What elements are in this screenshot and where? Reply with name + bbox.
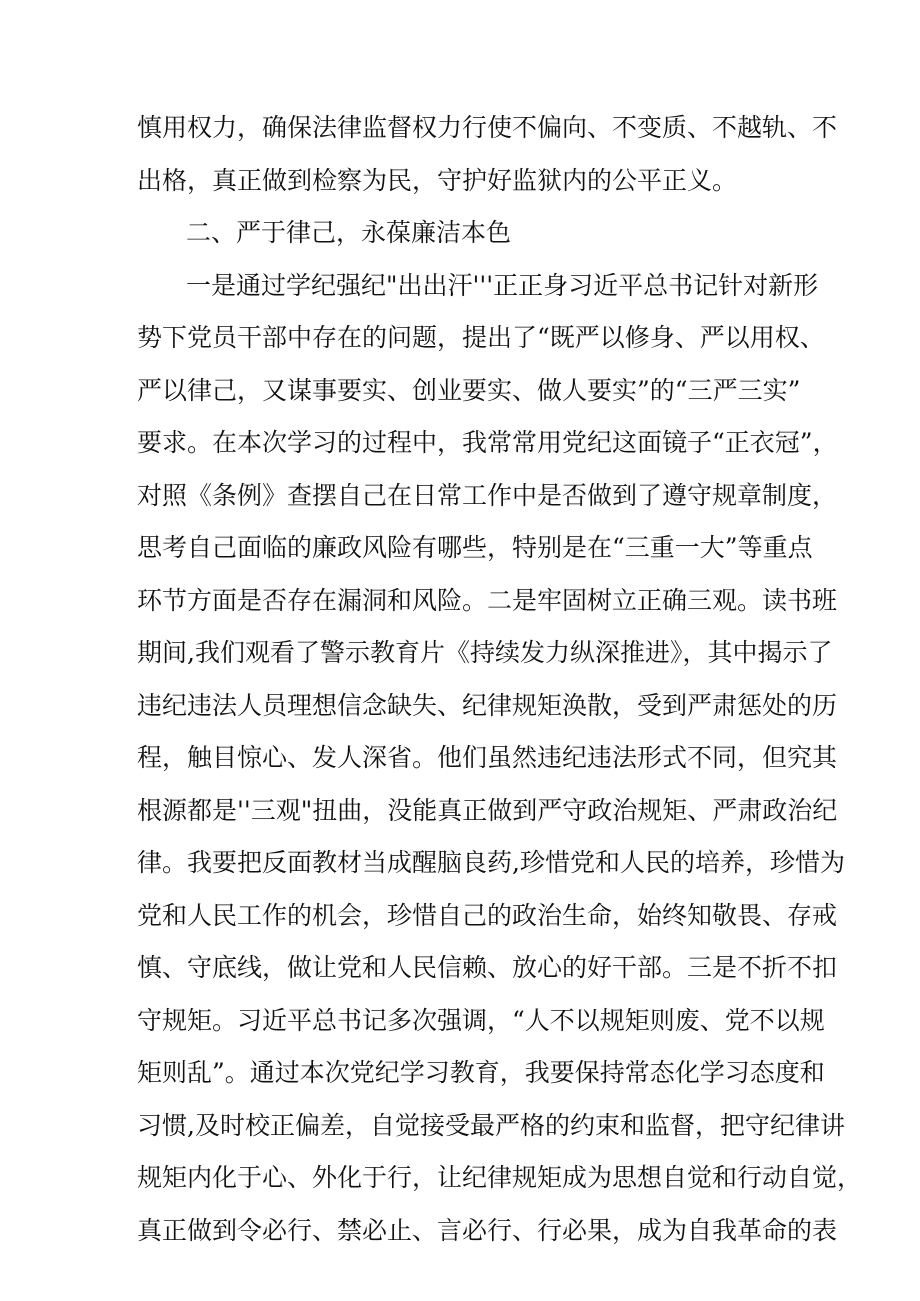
paragraph-line-6: 思考自己面临的廉政风险有哪些，特别是在“三重一大”等重点: [137, 533, 813, 562]
paragraph-line-4: 要求。在本次学习的过程中，我常常用党纪这面镜子“正衣冠”，: [137, 428, 838, 457]
text-line-1: 慎用权力，确保法律监督权力行使不偏向、不变质、不越轨、不: [137, 113, 838, 142]
paragraph-line-2: 势下党员干部中存在的问题，提出了“既严以修身、严以用权、: [137, 323, 825, 352]
paragraph-line-9: 违纪违法人员理想信念缺失、纪律规矩涣散，受到严肃惩处的历: [137, 691, 838, 720]
paragraph-line-17: 习惯,及时校正偏差，自觉接受最严格的约束和监督，把守纪律讲: [137, 1111, 845, 1140]
paragraph-line-7: 环节方面是否存在漏洞和风险。二是牢固树立正确三观。读书班: [137, 586, 838, 615]
paragraph-line-16: 矩则乱”。通过本次党纪学习教育，我要保持常态化学习态度和: [137, 1058, 825, 1087]
paragraph-line-18: 规矩内化于心、外化于行，让纪律规矩成为思想自觉和行动自觉，: [137, 1163, 863, 1192]
paragraph-line-1: 一是通过学纪强纪"出出汗'''正正身习近平总书记针对新形: [186, 271, 819, 300]
paragraph-line-19: 真正做到令必行、禁必止、言必行、行必果，成为自我革命的表: [137, 1216, 838, 1245]
paragraph-line-12: 律。我要把反面教材当成醒脑良药,珍惜党和人民的培养，珍惜为: [137, 848, 845, 877]
section-heading: 二、严于律己，永葆廉洁本色: [186, 218, 512, 247]
paragraph-line-11: 根源都是''三观"扭曲，没能真正做到严守政治规矩、严肃政治纪: [137, 796, 838, 825]
paragraph-line-13: 党和人民工作的机会，珍惜自己的政治生命，始终知敬畏、存戒: [137, 901, 838, 930]
paragraph-line-15: 守规矩。习近平总书记多次强调，“人不以规矩则废、党不以规: [137, 1006, 825, 1035]
paragraph-line-14: 慎、守底线，做让党和人民信赖、放心的好干部。三是不折不扣: [137, 953, 838, 982]
paragraph-line-8: 期间,我们观看了警示教育片《持续发力纵深推进》，其中揭示了: [137, 638, 833, 667]
text-line-2: 出格，真正做到检察为民，守护好监狱内的公平正义。: [137, 166, 738, 195]
paragraph-line-3: 严以律己，又谋事要实、创业要实、做人要实”的“三严三实”: [137, 376, 801, 405]
paragraph-line-10: 程，触目惊心、发人深省。他们虽然违纪违法形式不同，但究其: [137, 743, 838, 772]
paragraph-line-5: 对照《条例》查摆自己在日常工作中是否做到了遵守规章制度，: [137, 481, 838, 510]
